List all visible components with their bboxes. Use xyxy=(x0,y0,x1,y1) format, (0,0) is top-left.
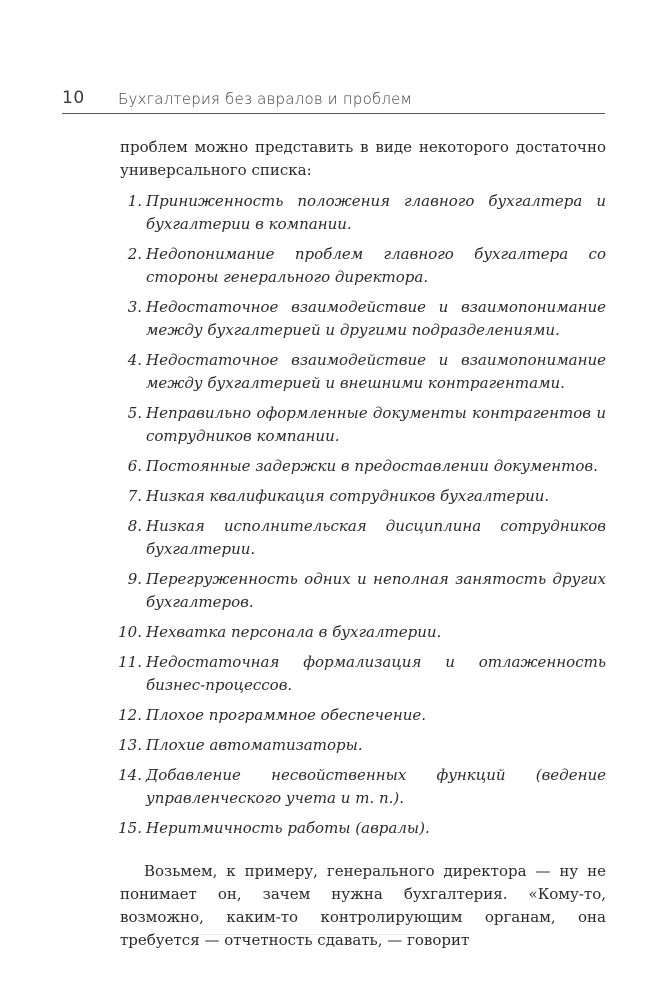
page-header xyxy=(0,0,667,120)
list-item xyxy=(120,621,606,644)
list-item-text: Недостаточное взаимодействие и взаимопонимание между бухгалтерией и внешними контрагентами. xyxy=(146,351,606,392)
list-item-number: 5. xyxy=(127,404,142,422)
list-item-text: Добавление несвойственных функций (ведение управленческого учета и т. п.). xyxy=(146,766,606,807)
running-title: Бухгалтерия без авралов и проблем xyxy=(118,90,413,108)
list-item-text: Неправильно оформленные документы контрагентов и сотрудников компании. xyxy=(146,404,606,445)
list-item xyxy=(120,515,606,561)
list-item-number: 9. xyxy=(127,570,142,588)
list-item-text: Недостаточное взаимодействие и взаимопонимание между бухгалтерией и другими подразделениями. xyxy=(146,298,606,339)
problem-list xyxy=(120,190,606,840)
list-item-number: 8. xyxy=(127,517,142,535)
list-item-text: Низкая квалификация сотрудников бухгалтерии. xyxy=(146,487,550,505)
page-body xyxy=(120,136,606,952)
body-paragraph: Возьмем, к примеру, генерального директора — ну не понимает он, зачем нужна бухгалтерия. «Кому-то, возможно, каким-то контролирующим органам, она требуется — отчетность сдавать, — говорит xyxy=(120,862,606,949)
list-item-text: Нехватка персонала в бухгалтерии. xyxy=(146,623,442,641)
list-item-text: Плохие автоматизаторы. xyxy=(146,736,363,754)
header-divider xyxy=(62,113,605,114)
list-item-number: 2. xyxy=(127,245,142,263)
list-item xyxy=(120,704,606,727)
list-item xyxy=(120,734,606,757)
list-item xyxy=(120,764,606,810)
list-item-number: 14. xyxy=(118,766,142,784)
list-item-text: Неритмичность работы (авралы). xyxy=(146,819,430,837)
list-item xyxy=(120,485,606,508)
list-item-text: Приниженность положения главного бухгалтера и бухгалтерии в компании. xyxy=(146,192,606,233)
list-item-number: 13. xyxy=(118,736,142,754)
intro-text: проблем можно представить в виде некоторого достаточно универсального списка: xyxy=(120,138,606,179)
list-item xyxy=(120,190,606,236)
list-item-text: Плохое программное обеспечение. xyxy=(146,706,427,724)
list-item-number: 6. xyxy=(127,457,142,475)
list-item-number: 12. xyxy=(118,706,142,724)
list-item xyxy=(120,243,606,289)
list-item-text: Низкая исполнительская дисциплина сотрудников бухгалтерии. xyxy=(146,517,606,558)
list-item-text: Недопонимание проблем главного бухгалтера со стороны генерального директора. xyxy=(146,245,606,286)
list-item-number: 7. xyxy=(127,487,142,505)
list-item-text: Постоянные задержки в предоставлении документов. xyxy=(146,457,598,475)
list-item xyxy=(120,455,606,478)
list-item-text: Недостаточная формализация и отлаженность бизнес-процессов. xyxy=(146,653,606,694)
list-item xyxy=(120,651,606,697)
list-item xyxy=(120,296,606,342)
list-item-number: 4. xyxy=(127,351,142,369)
list-item-number: 15. xyxy=(118,819,142,837)
footer-divider xyxy=(196,934,468,935)
list-item xyxy=(120,349,606,395)
list-item-number: 3. xyxy=(127,298,142,316)
list-item-text: Перегруженность одних и неполная занятость других бухгалтеров. xyxy=(146,570,606,611)
list-item xyxy=(120,402,606,448)
list-item xyxy=(120,568,606,614)
list-item-number: 10. xyxy=(118,623,142,641)
page-number: 10 xyxy=(62,88,85,108)
list-item xyxy=(120,817,606,840)
list-item-number: 11. xyxy=(118,653,142,671)
list-item-number: 1. xyxy=(127,192,142,210)
